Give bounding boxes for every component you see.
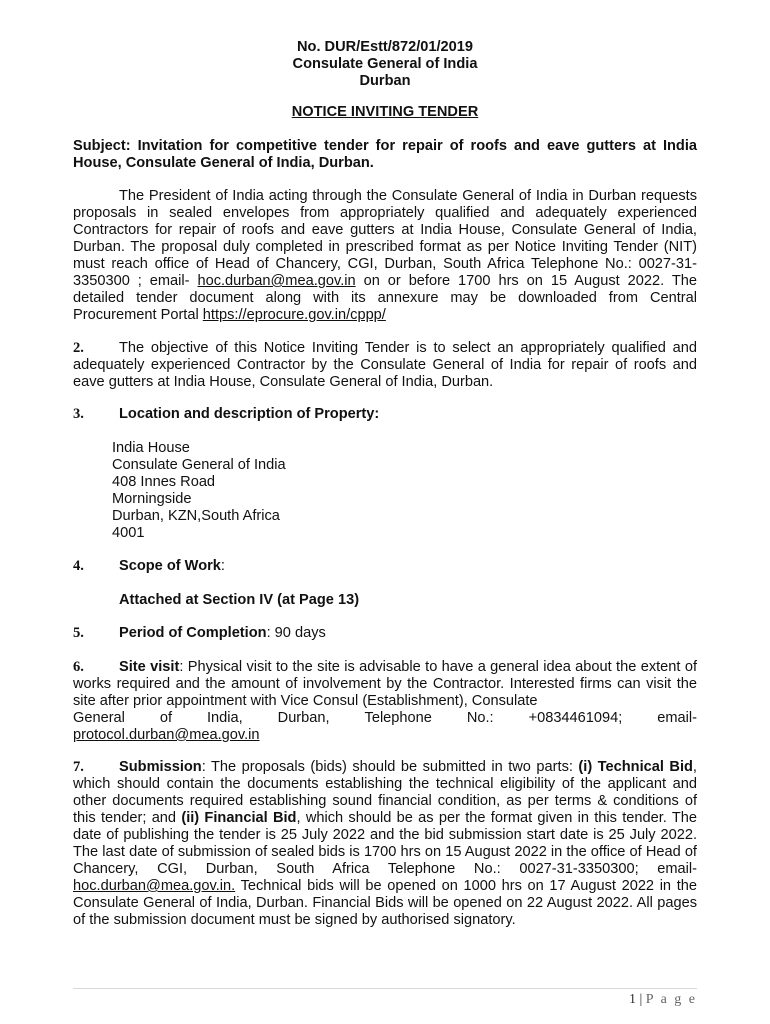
- section-5-number: 5.: [73, 625, 84, 641]
- submission-email-link[interactable]: hoc.durban@mea.gov.in.: [73, 878, 236, 894]
- section-3-heading: [73, 406, 697, 423]
- address-line: 4001: [112, 525, 145, 541]
- scope-detail: Attached at Section IV (at Page 13): [119, 592, 360, 608]
- contact-word: General: [73, 710, 125, 726]
- protocol-email-link[interactable]: protocol.durban@mea.gov.in: [73, 727, 260, 743]
- section-6-title: Site visit: [119, 659, 180, 675]
- section-7-text-2: , which should contain the documents establishing the technical eligibility of the applicant and other documents required establishing sound financial condition, as per terms & conditions of this tender; and: [73, 759, 697, 826]
- contact-word: India,: [207, 710, 243, 726]
- section-3-title: Location and description of Property:: [119, 406, 380, 422]
- section-7-text-3: , which should be as per the format given in this tender. The date of publishing the tender is 25 July 2022 and the bid submission start date is 25 July 2022. The last date of submission of sealed bids is 1700 hrs on 15 August 2022 in the office of Head of Chancery, CGI, Durban, South Africa Telephone No.: 0027-31-3350300; email-: [73, 810, 697, 877]
- address-line: India House: [112, 440, 190, 456]
- office-name: Consulate General of India: [292, 56, 478, 72]
- reference-number: No. DUR/Estt/872/01/2019: [296, 39, 474, 55]
- document-title: NOTICE INVITING TENDER: [291, 104, 479, 120]
- intro-text-1: The President of India acting through the Consulate General of India in Durban requests proposals in sealed envelopes from appropriately qualified and adequately experienced Contractors for repair of roofs and eave gutters at India House, Consulate General of India, Durban. The proposal duly completed in prescribed format as per Notice Inviting Tender (NIT) must reach office of Head of Chancery, CGI, Durban, South Africa Telephone No.: 0027-31-3350300 ; email-: [73, 188, 697, 289]
- contact-word: Durban,: [277, 710, 330, 726]
- financial-bid-label: (ii) Financial Bid: [181, 810, 297, 826]
- section-4-heading: [73, 558, 697, 575]
- section-4-title: Scope of Work: [119, 558, 221, 574]
- section-6-contact-line: [73, 710, 697, 727]
- section-2-number: 2.: [73, 340, 84, 356]
- property-address: [112, 440, 286, 542]
- technical-bid-label: (i) Technical Bid: [578, 759, 693, 775]
- office-city: Durban: [359, 73, 411, 89]
- contact-phone: +0834461094;: [528, 710, 623, 726]
- contact-word: email-: [657, 710, 697, 726]
- section-6-body: [73, 659, 697, 710]
- section-6-number: 6.: [73, 659, 84, 675]
- intro-paragraph: [73, 188, 697, 324]
- section-7-text-4: Technical bids will be opened on 1000 hrs on 17 August 2022 in the Consulate General of India, Durban. Financial Bids will be opened on 22 August 2022. All pages of the submission document must be signed by authorised signatory.: [73, 878, 697, 928]
- section-5: [73, 625, 697, 642]
- page-label: P a g e: [645, 992, 697, 1007]
- contact-word: Telephone: [364, 710, 432, 726]
- section-7: [73, 759, 697, 929]
- cppp-portal-link[interactable]: https://eprocure.gov.in/cppp/: [202, 307, 386, 323]
- hoc-email-link[interactable]: hoc.durban@mea.gov.in: [197, 273, 356, 289]
- intro-text-2: on or before 1700 hrs on 15 August 2022. The detailed tender document along with its annexure may be downloaded from Central Procurement Portal: [73, 273, 697, 323]
- section-7-number: 7.: [73, 759, 84, 775]
- section-3-number: 3.: [73, 406, 84, 422]
- section-2: [73, 340, 697, 391]
- section-6-text: : Physical visit to the site is advisable to have a general idea about the extent of works required and the amount of involvement by the Contractor. Interested firms can visit the site after prior appointment with Vice Consul (Establishment), Consulate: [73, 659, 697, 709]
- section-2-text: The objective of this Notice Inviting Tender is to select an appropriately qualified and adequately experienced Contractor by the Consulate General of India for repair of roofs and eave gutters at India House, Consulate General of India, Durban.: [73, 340, 697, 390]
- section-4-colon: :: [220, 558, 225, 574]
- completion-period-value: : 90 days: [266, 625, 326, 641]
- section-4-number: 4.: [73, 558, 84, 574]
- section-5-title: Period of Completion: [119, 625, 267, 641]
- address-line: Durban, KZN,South Africa: [112, 508, 280, 524]
- address-line: 408 Innes Road: [112, 474, 216, 490]
- contact-word: No.:: [466, 710, 494, 726]
- address-line: Morningside: [112, 491, 192, 507]
- page-number: 1: [628, 992, 636, 1007]
- address-line: Consulate General of India: [112, 457, 286, 473]
- contact-word: of: [159, 710, 173, 726]
- letter-header: [0, 39, 770, 90]
- footer-divider: [73, 988, 697, 989]
- section-7-text-1: : The proposals (bids) should be submitted in two parts:: [201, 759, 579, 775]
- section-6: [73, 659, 697, 744]
- section-7-title: Submission: [119, 759, 202, 775]
- footer-separator: |: [635, 992, 646, 1007]
- subject-line: Subject: Invitation for competitive tender for repair of roofs and eave gutters at India House, Consulate General of India, Durban.: [73, 138, 697, 171]
- page-footer: [629, 991, 697, 1008]
